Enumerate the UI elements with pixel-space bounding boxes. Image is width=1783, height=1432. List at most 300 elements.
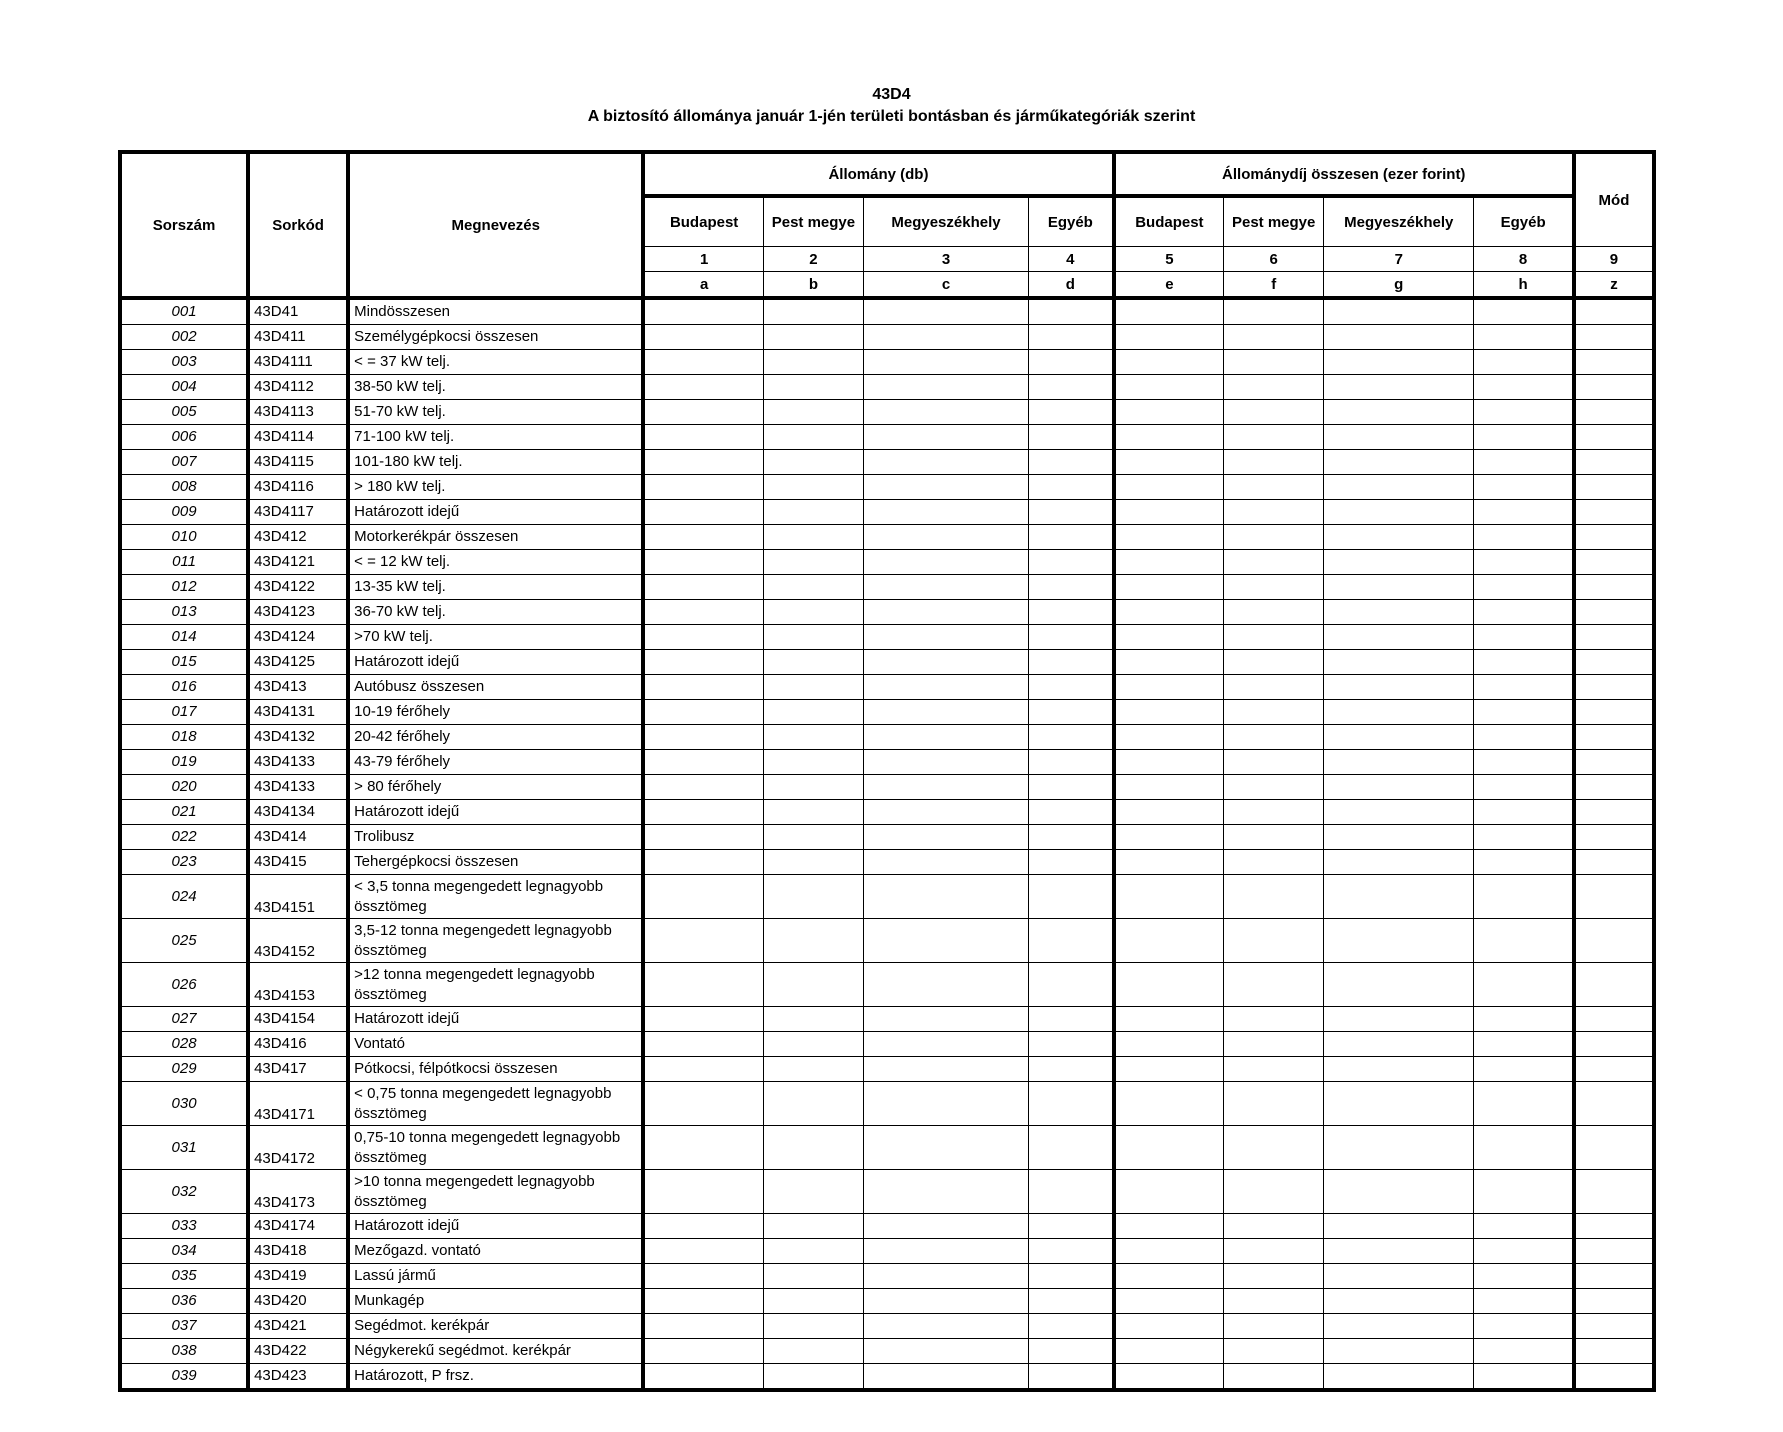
data-cell-d[interactable] — [1029, 425, 1114, 450]
data-cell-g[interactable] — [1324, 675, 1474, 700]
data-cell-z[interactable] — [1574, 1126, 1654, 1170]
data-cell-b[interactable] — [763, 350, 863, 375]
data-cell-z[interactable] — [1574, 850, 1654, 875]
data-cell-h[interactable] — [1474, 1314, 1574, 1339]
data-cell-c[interactable] — [863, 725, 1028, 750]
data-cell-d[interactable] — [1029, 475, 1114, 500]
data-cell-e[interactable] — [1114, 1032, 1224, 1057]
data-cell-d[interactable] — [1029, 525, 1114, 550]
data-cell-h[interactable] — [1474, 725, 1574, 750]
data-cell-c[interactable] — [863, 700, 1028, 725]
data-cell-e[interactable] — [1114, 1314, 1224, 1339]
data-cell-b[interactable] — [763, 500, 863, 525]
data-cell-b[interactable] — [763, 1007, 863, 1032]
data-cell-b[interactable] — [763, 1239, 863, 1264]
data-cell-c[interactable] — [863, 1214, 1028, 1239]
data-cell-e[interactable] — [1114, 325, 1224, 350]
data-cell-g[interactable] — [1324, 475, 1474, 500]
data-cell-c[interactable] — [863, 650, 1028, 675]
data-cell-h[interactable] — [1474, 575, 1574, 600]
data-cell-h[interactable] — [1474, 298, 1574, 325]
data-cell-g[interactable] — [1324, 1170, 1474, 1214]
data-cell-h[interactable] — [1474, 650, 1574, 675]
data-cell-g[interactable] — [1324, 1339, 1474, 1364]
data-cell-c[interactable] — [863, 375, 1028, 400]
data-cell-a[interactable] — [643, 919, 763, 963]
data-cell-z[interactable] — [1574, 550, 1654, 575]
data-cell-d[interactable] — [1029, 1289, 1114, 1314]
data-cell-d[interactable] — [1029, 1314, 1114, 1339]
data-cell-e[interactable] — [1114, 1214, 1224, 1239]
data-cell-b[interactable] — [763, 298, 863, 325]
data-cell-d[interactable] — [1029, 725, 1114, 750]
data-cell-f[interactable] — [1224, 1364, 1324, 1391]
data-cell-e[interactable] — [1114, 525, 1224, 550]
data-cell-d[interactable] — [1029, 298, 1114, 325]
data-cell-z[interactable] — [1574, 350, 1654, 375]
data-cell-g[interactable] — [1324, 700, 1474, 725]
data-cell-d[interactable] — [1029, 500, 1114, 525]
data-cell-b[interactable] — [763, 1364, 863, 1391]
data-cell-z[interactable] — [1574, 800, 1654, 825]
data-cell-c[interactable] — [863, 475, 1028, 500]
data-cell-f[interactable] — [1224, 919, 1324, 963]
data-cell-b[interactable] — [763, 1057, 863, 1082]
data-cell-f[interactable] — [1224, 1170, 1324, 1214]
data-cell-z[interactable] — [1574, 1239, 1654, 1264]
data-cell-d[interactable] — [1029, 919, 1114, 963]
data-cell-d[interactable] — [1029, 675, 1114, 700]
data-cell-b[interactable] — [763, 1214, 863, 1239]
data-cell-f[interactable] — [1224, 400, 1324, 425]
data-cell-g[interactable] — [1324, 575, 1474, 600]
data-cell-a[interactable] — [643, 575, 763, 600]
data-cell-h[interactable] — [1474, 963, 1574, 1007]
data-cell-a[interactable] — [643, 800, 763, 825]
data-cell-f[interactable] — [1224, 1032, 1324, 1057]
data-cell-e[interactable] — [1114, 298, 1224, 325]
data-cell-b[interactable] — [763, 700, 863, 725]
data-cell-g[interactable] — [1324, 450, 1474, 475]
data-cell-g[interactable] — [1324, 400, 1474, 425]
data-cell-g[interactable] — [1324, 825, 1474, 850]
data-cell-c[interactable] — [863, 1339, 1028, 1364]
data-cell-b[interactable] — [763, 1082, 863, 1126]
data-cell-f[interactable] — [1224, 1057, 1324, 1082]
data-cell-z[interactable] — [1574, 1264, 1654, 1289]
data-cell-c[interactable] — [863, 875, 1028, 919]
data-cell-f[interactable] — [1224, 1314, 1324, 1339]
data-cell-g[interactable] — [1324, 375, 1474, 400]
data-cell-a[interactable] — [643, 825, 763, 850]
data-cell-a[interactable] — [643, 500, 763, 525]
data-cell-h[interactable] — [1474, 700, 1574, 725]
data-cell-z[interactable] — [1574, 475, 1654, 500]
data-cell-a[interactable] — [643, 1239, 763, 1264]
data-cell-f[interactable] — [1224, 350, 1324, 375]
data-cell-e[interactable] — [1114, 600, 1224, 625]
data-cell-b[interactable] — [763, 1170, 863, 1214]
data-cell-z[interactable] — [1574, 1170, 1654, 1214]
data-cell-h[interactable] — [1474, 1339, 1574, 1364]
data-cell-a[interactable] — [643, 1289, 763, 1314]
data-cell-f[interactable] — [1224, 825, 1324, 850]
data-cell-a[interactable] — [643, 475, 763, 500]
data-cell-g[interactable] — [1324, 650, 1474, 675]
data-cell-a[interactable] — [643, 1339, 763, 1364]
data-cell-h[interactable] — [1474, 675, 1574, 700]
data-cell-a[interactable] — [643, 725, 763, 750]
data-cell-f[interactable] — [1224, 1289, 1324, 1314]
data-cell-g[interactable] — [1324, 350, 1474, 375]
data-cell-g[interactable] — [1324, 1239, 1474, 1264]
data-cell-g[interactable] — [1324, 963, 1474, 1007]
data-cell-d[interactable] — [1029, 575, 1114, 600]
data-cell-e[interactable] — [1114, 825, 1224, 850]
data-cell-z[interactable] — [1574, 375, 1654, 400]
data-cell-c[interactable] — [863, 325, 1028, 350]
data-cell-e[interactable] — [1114, 1339, 1224, 1364]
data-cell-a[interactable] — [643, 1214, 763, 1239]
data-cell-z[interactable] — [1574, 1057, 1654, 1082]
data-cell-h[interactable] — [1474, 1239, 1574, 1264]
data-cell-h[interactable] — [1474, 500, 1574, 525]
data-cell-d[interactable] — [1029, 650, 1114, 675]
data-cell-b[interactable] — [763, 800, 863, 825]
data-cell-z[interactable] — [1574, 575, 1654, 600]
data-cell-z[interactable] — [1574, 1214, 1654, 1239]
data-cell-c[interactable] — [863, 1007, 1028, 1032]
data-cell-e[interactable] — [1114, 725, 1224, 750]
data-cell-f[interactable] — [1224, 675, 1324, 700]
data-cell-c[interactable] — [863, 1289, 1028, 1314]
data-cell-e[interactable] — [1114, 400, 1224, 425]
data-cell-g[interactable] — [1324, 775, 1474, 800]
data-cell-z[interactable] — [1574, 325, 1654, 350]
data-cell-f[interactable] — [1224, 650, 1324, 675]
data-cell-d[interactable] — [1029, 600, 1114, 625]
data-cell-f[interactable] — [1224, 1082, 1324, 1126]
data-cell-f[interactable] — [1224, 775, 1324, 800]
data-cell-e[interactable] — [1114, 1057, 1224, 1082]
data-cell-c[interactable] — [863, 1057, 1028, 1082]
data-cell-c[interactable] — [863, 800, 1028, 825]
data-cell-g[interactable] — [1324, 1314, 1474, 1339]
data-cell-e[interactable] — [1114, 675, 1224, 700]
data-cell-h[interactable] — [1474, 425, 1574, 450]
data-cell-c[interactable] — [863, 425, 1028, 450]
data-cell-f[interactable] — [1224, 1214, 1324, 1239]
data-cell-b[interactable] — [763, 1314, 863, 1339]
data-cell-c[interactable] — [863, 500, 1028, 525]
data-cell-b[interactable] — [763, 425, 863, 450]
data-cell-e[interactable] — [1114, 575, 1224, 600]
data-cell-a[interactable] — [643, 875, 763, 919]
data-cell-f[interactable] — [1224, 625, 1324, 650]
data-cell-g[interactable] — [1324, 625, 1474, 650]
data-cell-g[interactable] — [1324, 1264, 1474, 1289]
data-cell-z[interactable] — [1574, 725, 1654, 750]
data-cell-d[interactable] — [1029, 963, 1114, 1007]
data-cell-b[interactable] — [763, 675, 863, 700]
data-cell-a[interactable] — [643, 750, 763, 775]
data-cell-h[interactable] — [1474, 475, 1574, 500]
data-cell-c[interactable] — [863, 825, 1028, 850]
data-cell-d[interactable] — [1029, 1214, 1114, 1239]
data-cell-d[interactable] — [1029, 1126, 1114, 1170]
data-cell-g[interactable] — [1324, 550, 1474, 575]
data-cell-e[interactable] — [1114, 1007, 1224, 1032]
data-cell-a[interactable] — [643, 400, 763, 425]
data-cell-h[interactable] — [1474, 1007, 1574, 1032]
data-cell-b[interactable] — [763, 963, 863, 1007]
data-cell-f[interactable] — [1224, 375, 1324, 400]
data-cell-g[interactable] — [1324, 298, 1474, 325]
data-cell-a[interactable] — [643, 1314, 763, 1339]
data-cell-d[interactable] — [1029, 1339, 1114, 1364]
data-cell-g[interactable] — [1324, 1289, 1474, 1314]
data-cell-h[interactable] — [1474, 1170, 1574, 1214]
data-cell-b[interactable] — [763, 550, 863, 575]
data-cell-e[interactable] — [1114, 850, 1224, 875]
data-cell-d[interactable] — [1029, 375, 1114, 400]
data-cell-z[interactable] — [1574, 675, 1654, 700]
data-cell-b[interactable] — [763, 1339, 863, 1364]
data-cell-f[interactable] — [1224, 600, 1324, 625]
data-cell-z[interactable] — [1574, 1314, 1654, 1339]
data-cell-h[interactable] — [1474, 325, 1574, 350]
data-cell-d[interactable] — [1029, 1364, 1114, 1391]
data-cell-g[interactable] — [1324, 1032, 1474, 1057]
data-cell-h[interactable] — [1474, 1032, 1574, 1057]
data-cell-e[interactable] — [1114, 800, 1224, 825]
data-cell-d[interactable] — [1029, 850, 1114, 875]
data-cell-a[interactable] — [643, 625, 763, 650]
data-cell-b[interactable] — [763, 625, 863, 650]
data-cell-g[interactable] — [1324, 1007, 1474, 1032]
data-cell-z[interactable] — [1574, 400, 1654, 425]
data-cell-a[interactable] — [643, 1007, 763, 1032]
data-cell-b[interactable] — [763, 825, 863, 850]
data-cell-d[interactable] — [1029, 400, 1114, 425]
data-cell-f[interactable] — [1224, 875, 1324, 919]
data-cell-z[interactable] — [1574, 963, 1654, 1007]
data-cell-f[interactable] — [1224, 1339, 1324, 1364]
data-cell-h[interactable] — [1474, 1364, 1574, 1391]
data-cell-g[interactable] — [1324, 1126, 1474, 1170]
data-cell-d[interactable] — [1029, 800, 1114, 825]
data-cell-c[interactable] — [863, 675, 1028, 700]
data-cell-b[interactable] — [763, 725, 863, 750]
data-cell-b[interactable] — [763, 525, 863, 550]
data-cell-g[interactable] — [1324, 1082, 1474, 1126]
data-cell-c[interactable] — [863, 963, 1028, 1007]
data-cell-c[interactable] — [863, 450, 1028, 475]
data-cell-f[interactable] — [1224, 1007, 1324, 1032]
data-cell-d[interactable] — [1029, 1239, 1114, 1264]
data-cell-g[interactable] — [1324, 325, 1474, 350]
data-cell-f[interactable] — [1224, 850, 1324, 875]
data-cell-b[interactable] — [763, 600, 863, 625]
data-cell-e[interactable] — [1114, 1082, 1224, 1126]
data-cell-h[interactable] — [1474, 825, 1574, 850]
data-cell-f[interactable] — [1224, 450, 1324, 475]
data-cell-z[interactable] — [1574, 775, 1654, 800]
data-cell-h[interactable] — [1474, 1057, 1574, 1082]
data-cell-h[interactable] — [1474, 1214, 1574, 1239]
data-cell-e[interactable] — [1114, 1264, 1224, 1289]
data-cell-h[interactable] — [1474, 1126, 1574, 1170]
data-cell-z[interactable] — [1574, 750, 1654, 775]
data-cell-d[interactable] — [1029, 825, 1114, 850]
data-cell-z[interactable] — [1574, 525, 1654, 550]
data-cell-d[interactable] — [1029, 700, 1114, 725]
data-cell-c[interactable] — [863, 298, 1028, 325]
data-cell-g[interactable] — [1324, 425, 1474, 450]
data-cell-c[interactable] — [863, 1032, 1028, 1057]
data-cell-f[interactable] — [1224, 800, 1324, 825]
data-cell-e[interactable] — [1114, 425, 1224, 450]
data-cell-z[interactable] — [1574, 650, 1654, 675]
data-cell-d[interactable] — [1029, 1032, 1114, 1057]
data-cell-e[interactable] — [1114, 1126, 1224, 1170]
data-cell-z[interactable] — [1574, 1339, 1654, 1364]
data-cell-e[interactable] — [1114, 1364, 1224, 1391]
data-cell-d[interactable] — [1029, 350, 1114, 375]
data-cell-e[interactable] — [1114, 1170, 1224, 1214]
data-cell-d[interactable] — [1029, 1170, 1114, 1214]
data-cell-h[interactable] — [1474, 375, 1574, 400]
data-cell-d[interactable] — [1029, 750, 1114, 775]
data-cell-z[interactable] — [1574, 425, 1654, 450]
data-cell-a[interactable] — [643, 1126, 763, 1170]
data-cell-f[interactable] — [1224, 1264, 1324, 1289]
data-cell-e[interactable] — [1114, 1239, 1224, 1264]
data-cell-c[interactable] — [863, 350, 1028, 375]
data-cell-a[interactable] — [643, 1170, 763, 1214]
data-cell-d[interactable] — [1029, 325, 1114, 350]
data-cell-d[interactable] — [1029, 550, 1114, 575]
data-cell-d[interactable] — [1029, 775, 1114, 800]
data-cell-h[interactable] — [1474, 919, 1574, 963]
data-cell-a[interactable] — [643, 1364, 763, 1391]
data-cell-c[interactable] — [863, 1264, 1028, 1289]
data-cell-c[interactable] — [863, 1314, 1028, 1339]
data-cell-c[interactable] — [863, 850, 1028, 875]
data-cell-f[interactable] — [1224, 298, 1324, 325]
data-cell-h[interactable] — [1474, 400, 1574, 425]
data-cell-a[interactable] — [643, 1264, 763, 1289]
data-cell-b[interactable] — [763, 875, 863, 919]
data-cell-d[interactable] — [1029, 625, 1114, 650]
data-cell-h[interactable] — [1474, 1082, 1574, 1126]
data-cell-b[interactable] — [763, 775, 863, 800]
data-cell-g[interactable] — [1324, 875, 1474, 919]
data-cell-b[interactable] — [763, 919, 863, 963]
data-cell-z[interactable] — [1574, 1364, 1654, 1391]
data-cell-e[interactable] — [1114, 1289, 1224, 1314]
data-cell-g[interactable] — [1324, 919, 1474, 963]
data-cell-a[interactable] — [643, 963, 763, 1007]
data-cell-d[interactable] — [1029, 1007, 1114, 1032]
data-cell-a[interactable] — [643, 350, 763, 375]
data-cell-d[interactable] — [1029, 450, 1114, 475]
data-cell-d[interactable] — [1029, 1082, 1114, 1126]
data-cell-f[interactable] — [1224, 963, 1324, 1007]
data-cell-z[interactable] — [1574, 500, 1654, 525]
data-cell-e[interactable] — [1114, 963, 1224, 1007]
data-cell-z[interactable] — [1574, 825, 1654, 850]
data-cell-c[interactable] — [863, 1364, 1028, 1391]
data-cell-b[interactable] — [763, 1289, 863, 1314]
data-cell-h[interactable] — [1474, 850, 1574, 875]
data-cell-e[interactable] — [1114, 919, 1224, 963]
data-cell-h[interactable] — [1474, 1289, 1574, 1314]
data-cell-z[interactable] — [1574, 700, 1654, 725]
data-cell-a[interactable] — [643, 550, 763, 575]
data-cell-a[interactable] — [643, 775, 763, 800]
data-cell-e[interactable] — [1114, 700, 1224, 725]
data-cell-g[interactable] — [1324, 725, 1474, 750]
data-cell-z[interactable] — [1574, 625, 1654, 650]
data-cell-d[interactable] — [1029, 1264, 1114, 1289]
data-cell-h[interactable] — [1474, 350, 1574, 375]
data-cell-f[interactable] — [1224, 550, 1324, 575]
data-cell-z[interactable] — [1574, 298, 1654, 325]
data-cell-b[interactable] — [763, 1032, 863, 1057]
data-cell-g[interactable] — [1324, 850, 1474, 875]
data-cell-e[interactable] — [1114, 750, 1224, 775]
data-cell-e[interactable] — [1114, 875, 1224, 919]
data-cell-g[interactable] — [1324, 525, 1474, 550]
data-cell-f[interactable] — [1224, 575, 1324, 600]
data-cell-a[interactable] — [643, 675, 763, 700]
data-cell-g[interactable] — [1324, 500, 1474, 525]
data-cell-b[interactable] — [763, 750, 863, 775]
data-cell-c[interactable] — [863, 525, 1028, 550]
data-cell-f[interactable] — [1224, 725, 1324, 750]
data-cell-a[interactable] — [643, 375, 763, 400]
data-cell-g[interactable] — [1324, 1214, 1474, 1239]
data-cell-b[interactable] — [763, 1126, 863, 1170]
data-cell-h[interactable] — [1474, 775, 1574, 800]
data-cell-c[interactable] — [863, 1082, 1028, 1126]
data-cell-h[interactable] — [1474, 800, 1574, 825]
data-cell-e[interactable] — [1114, 550, 1224, 575]
data-cell-g[interactable] — [1324, 750, 1474, 775]
data-cell-z[interactable] — [1574, 1289, 1654, 1314]
data-cell-b[interactable] — [763, 1264, 863, 1289]
data-cell-f[interactable] — [1224, 1126, 1324, 1170]
data-cell-a[interactable] — [643, 650, 763, 675]
data-cell-c[interactable] — [863, 400, 1028, 425]
data-cell-c[interactable] — [863, 1170, 1028, 1214]
data-cell-a[interactable] — [643, 425, 763, 450]
data-cell-c[interactable] — [863, 750, 1028, 775]
data-cell-z[interactable] — [1574, 600, 1654, 625]
data-cell-g[interactable] — [1324, 1364, 1474, 1391]
data-cell-a[interactable] — [643, 1082, 763, 1126]
data-cell-g[interactable] — [1324, 600, 1474, 625]
data-cell-c[interactable] — [863, 625, 1028, 650]
data-cell-c[interactable] — [863, 1126, 1028, 1170]
data-cell-h[interactable] — [1474, 600, 1574, 625]
data-cell-e[interactable] — [1114, 475, 1224, 500]
data-cell-c[interactable] — [863, 919, 1028, 963]
data-cell-a[interactable] — [643, 600, 763, 625]
data-cell-e[interactable] — [1114, 650, 1224, 675]
data-cell-z[interactable] — [1574, 1032, 1654, 1057]
